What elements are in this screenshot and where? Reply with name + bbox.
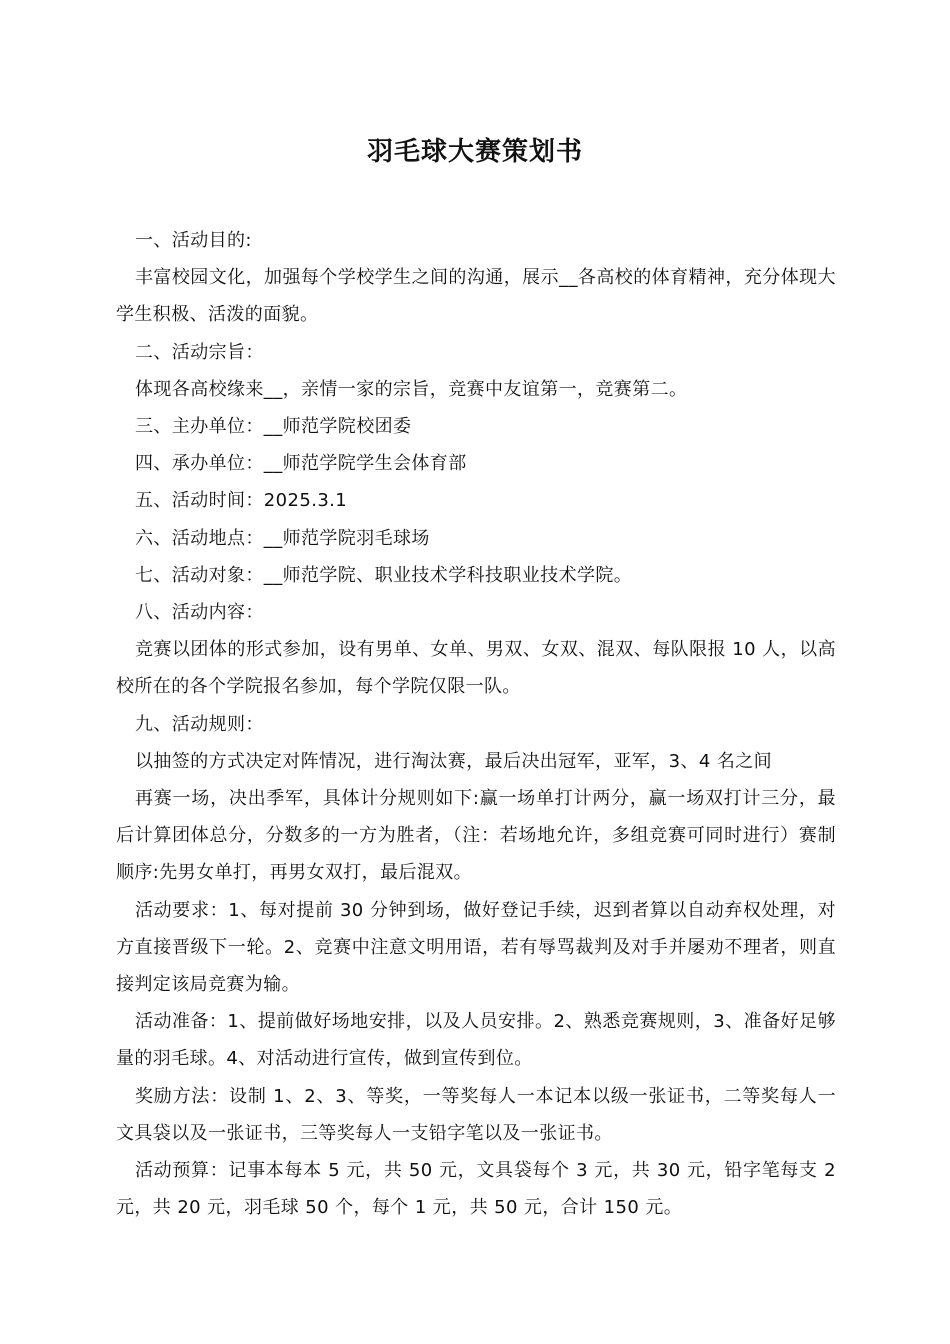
- paragraph-preparation: 活动准备：1、提前做好场地安排，以及人员安排。2、熟悉竞赛规则，3、准备好足够量的羽毛球。4、对活动进行宣传，做到宣传到位。: [116, 1011, 836, 1070]
- section-heading-purpose: 一、活动目的:: [135, 230, 252, 251]
- paragraph-rules-draw: 以抽签的方式决定对阵情况，进行淘汰赛，最后决出冠军，亚军，3、4 名之间: [135, 750, 773, 772]
- document-body: [116, 222, 836, 1226]
- paragraph-budget: 活动预算：记事本每本 5 元，共 50 元，文具袋每个 3 元，共 30 元，铅字笔每支 2 元，共 20 元，羽毛球 50 个，每个 1 元，共 50 元，合计 150 元。: [116, 1160, 836, 1219]
- paragraph-purpose: 丰富校园文化，加强每个学校学生之间的沟通，展示__各高校的体育精神，充分体现大学生积极、活泼的面貌。: [116, 267, 836, 326]
- document-title: 羽毛球大赛策划书: [366, 137, 583, 167]
- line-event-location: 六、活动地点：__师范学院羽毛球场: [135, 527, 430, 549]
- paragraph-content: 竞赛以团体的形式参加，设有男单、女单、男双、女双、混双、每队限报 10 人，以高校所在的各个学院报名参加，每个学院仅限一队。: [116, 639, 836, 698]
- line-co-organizer: 四、承办单位：__师范学院学生会体育部: [135, 453, 467, 475]
- line-event-time: 五、活动时间：2025.3.1: [135, 490, 348, 512]
- paragraph-awards: 奖励方法：设制 1、2、3、等奖，一等奖每人一本记本以级一张证书，二等奖每人一文具袋以及一张证书，三等奖每人一支铅字笔以及一张证书。: [116, 1085, 836, 1144]
- paragraph-requirements: 活动要求：1、每对提前 30 分钟到场，做好登记手续，迟到者算以自动弃权处理，对方直接晋级下一轮。2、竞赛中注意文明用语，若有辱骂裁判及对手并屡劝不理者，则直接判定该局竞赛为输。: [116, 899, 836, 996]
- paragraph-aim: 体现各高校缘来__，亲情一家的宗旨，竞赛中友谊第一，竞赛第二。: [135, 378, 688, 400]
- section-heading-content: 八、活动内容：: [135, 602, 264, 624]
- line-organizer: 三、主办单位：__师范学院校团委: [135, 416, 412, 438]
- section-heading-rules: 九、活动规则：: [135, 713, 264, 735]
- section-heading-aim: 二、活动宗旨：: [135, 341, 264, 363]
- paragraph-rules-scoring: 再赛一场，决出季军，具体计分规则如下:赢一场单打计两分，赢一场双打计三分，最后计算团体总分，分数多的一方为胜者，（注：若场地允许，多组竞赛可同时进行）赛制顺序:先男女单打，再男女双打，最后混双。: [116, 788, 836, 884]
- line-participants: 七、活动对象：__师范学院、职业技术学科技职业技术学院。: [135, 564, 633, 586]
